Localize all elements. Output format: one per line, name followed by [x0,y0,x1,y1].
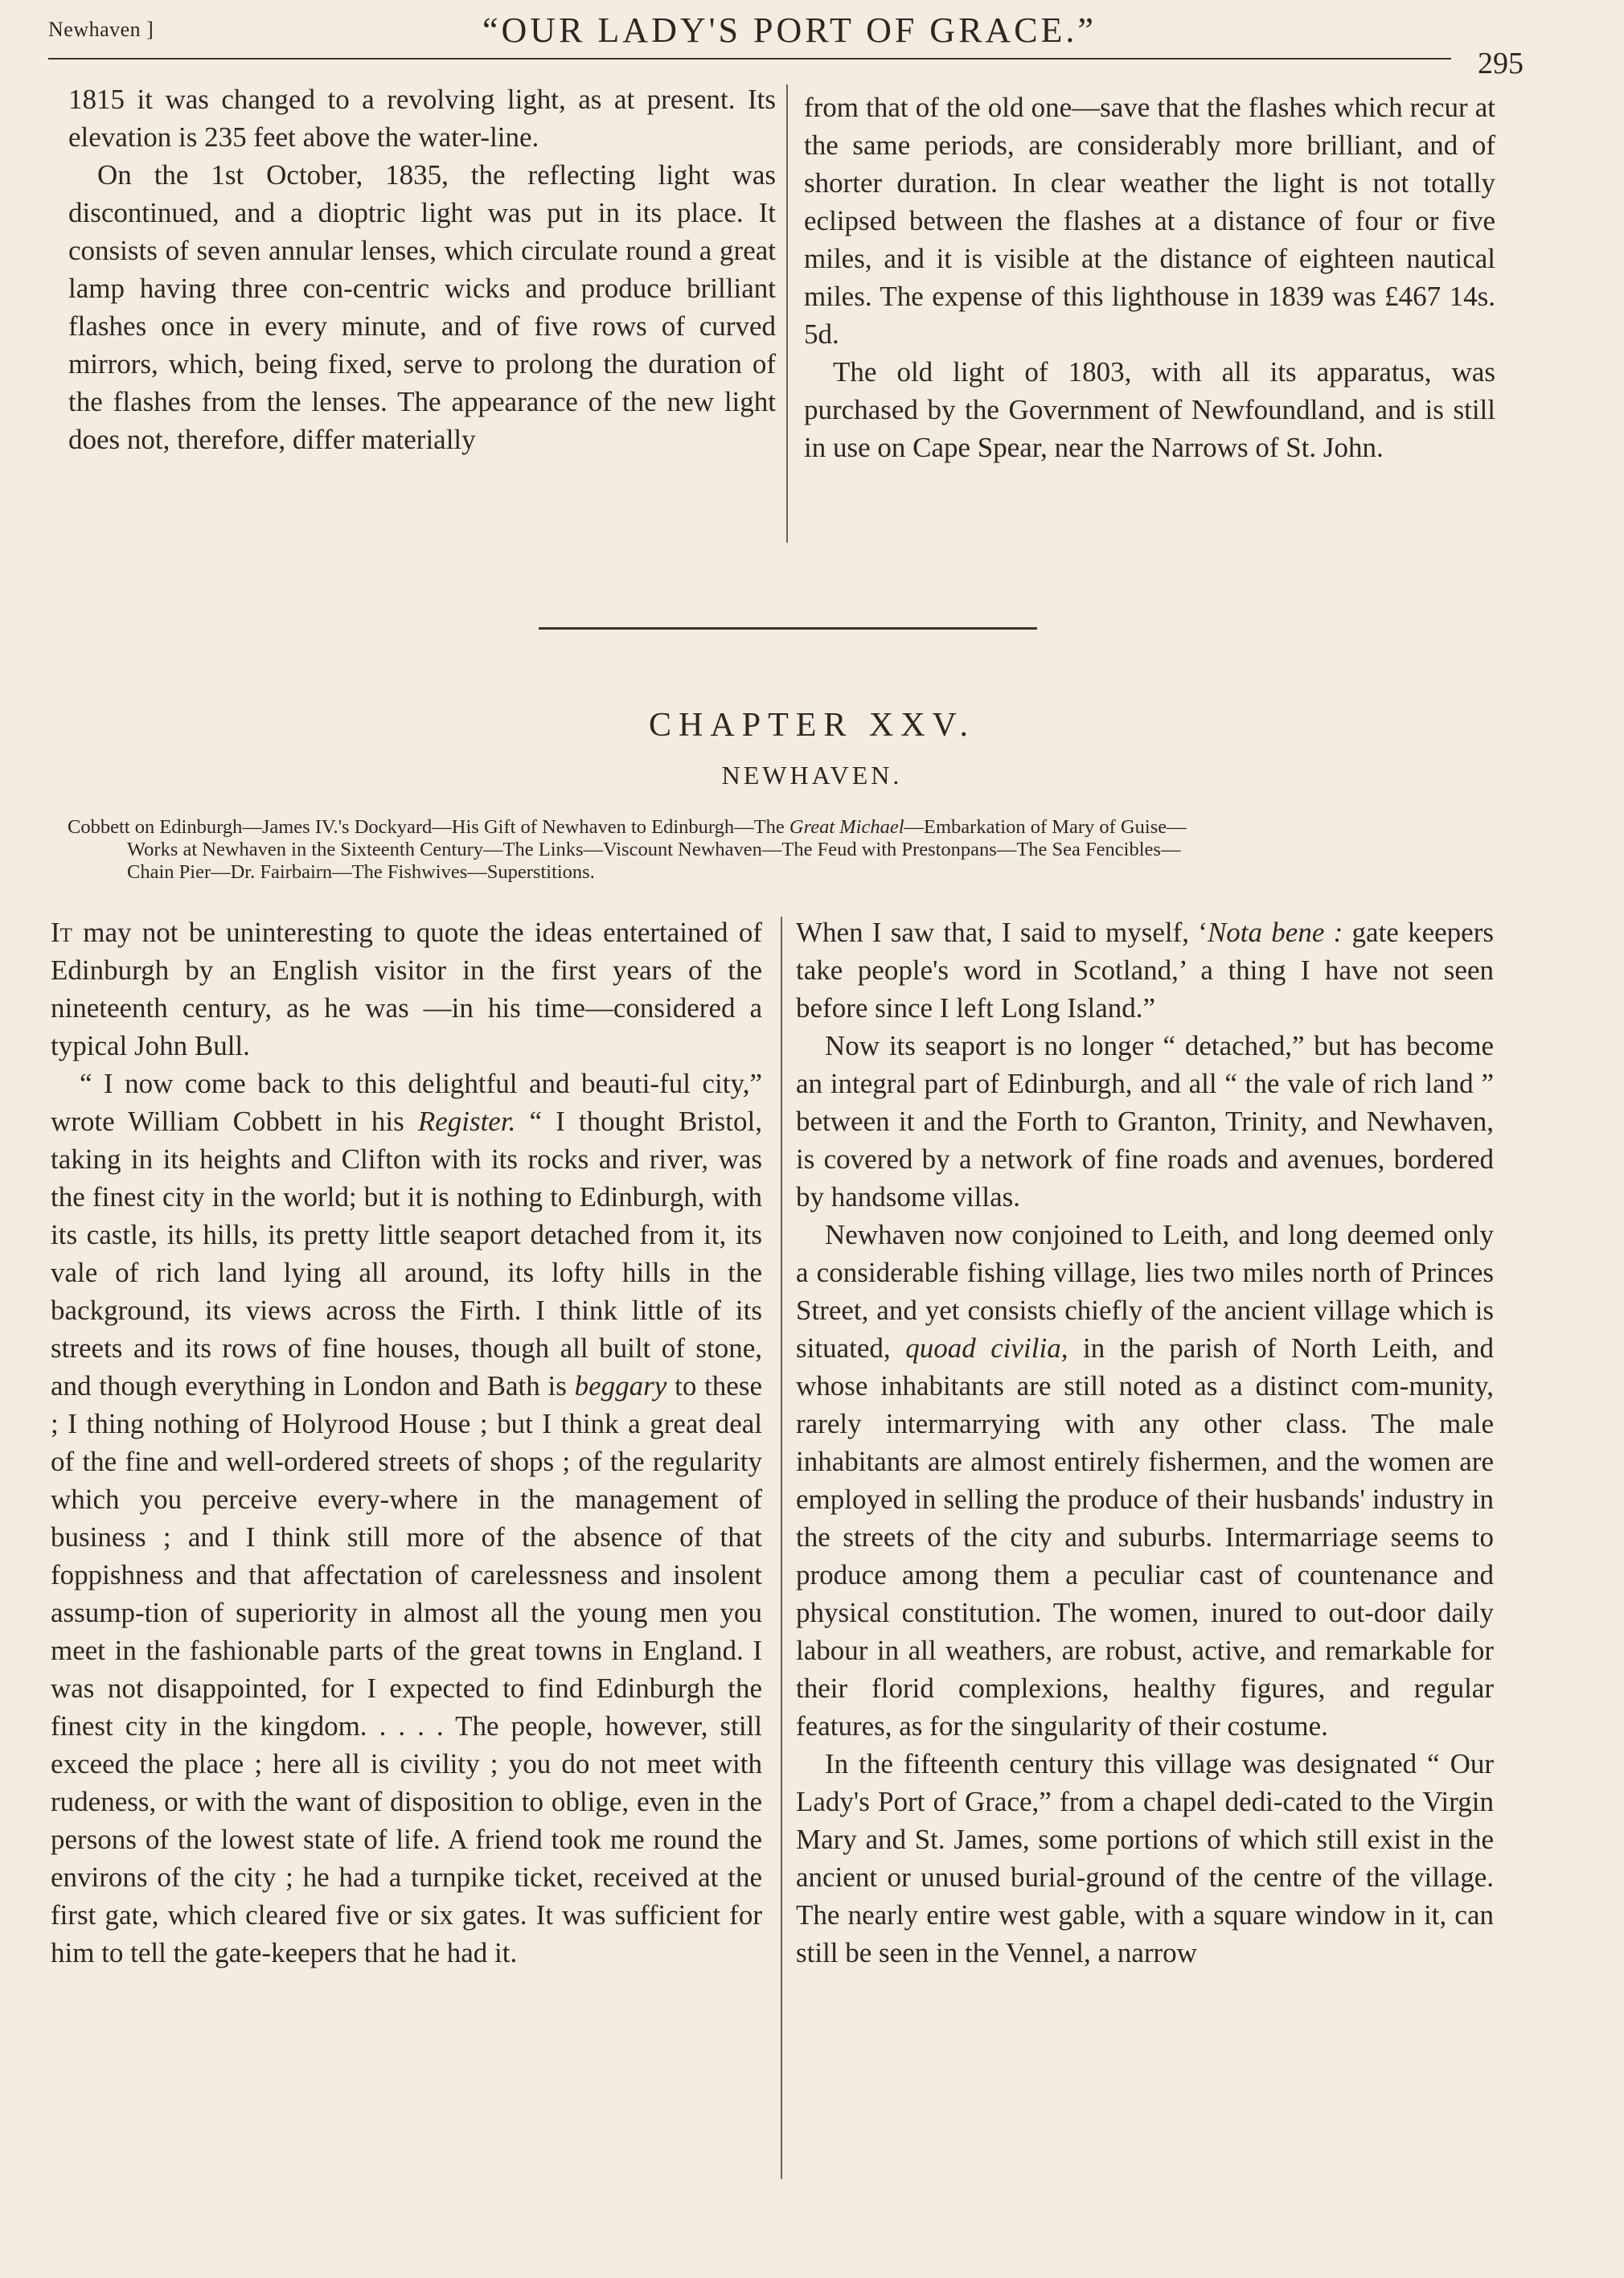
paragraph: The old light of 1803, with all its apparatus, was purchased by the Government of Newfoundland, and is still in use on Cape Spear, near the Narrows of St. John. [804,356,1495,463]
paragraph: In the fifteenth century this village was designated “ Our Lady's Port of Grace,” from a chapel dedi-cated to the Virgin Mary and St. James, some portions of which still exist in the ancient or unused burial-ground of the centre of the village. The nearly entire west gable, with a square window in it, can still be seen in the Vennel, a narrow [796,1748,1494,1968]
header-rule [48,58,1451,60]
paragraph-text: gate keepers take people's word in Scotland,’ a thing I have not seen before since I left Long Island.” [796,917,1494,1024]
paragraph [796,913,1494,1027]
ship-name: Great Michael [789,816,904,838]
emphasis: quoad civilia, [905,1332,1068,1364]
running-head-section: Newhaven ] [48,18,154,41]
paragraph-text: in the parish of North Leith, and whose inhabitants are still noted as a distinct com-munity, rarely intermarrying with any other class. The male inhabitants are almost entirely fishermen, and the women are employed in selling the produce of their husbands' industry in the streets of the city and suburbs. Intermarriage seems to produce among them a peculiar cast of countenance and physical constitution. The women, inured to out-door daily labour in all weathers, are robust, active, and remarkable for their florid complexions, healthy figures, and regular features, as for the singularity of their costume. [796,1332,1494,1742]
running-head-title: “OUR LADY'S PORT OF GRACE.” [482,10,1097,50]
paragraph-text: Newhaven now conjoined to Leith, and long deemed only a considerable fishing village, lies two miles north of Princes Street, and yet consists chiefly of the ancient village which is situated, [796,1219,1494,1364]
chapter-synopsis [68,816,1507,884]
column-divider [786,84,788,543]
synopsis-line [68,816,1507,839]
synopsis-text: —Embarkation of Mary of Guise— [904,816,1187,838]
synopsis-text: Cobbett on Edinburgh—James IV.'s Dockyard—His Gift of Newhaven to Edinburgh—The [68,816,789,838]
synopsis-line: Works at Newhaven in the Sixteenth Century—The Links—Viscount Newhaven—The Feud with Prestonpans—The Sea Fencibles— [127,839,1181,860]
emphasis: Nota bene : [1207,917,1343,948]
emphasis: beggary [574,1370,667,1402]
paragraph-text: to these ; I thing nothing of Holyrood House ; but I think a great deal of the fine and well-ordered streets of shops ; of the regularity which you perceive every-where in the management of business ; and I think still more of the absence of that foppishness and that affectation of carelessness and insolent assump-tion of superiority in almost all the young men you meet in the fashionable parts of the great towns in England. I was not disappointed, for I expected to find Edinburgh the finest city in the kingdom. . . . . The people, however, still exceed the place ; here all is civility ; you do not meet with rudeness, or with the want of disposition to oblige, even in the persons of the lowest state of life. A friend took me round the environs of the city ; he had a turnpike ticket, received at the first gate, which cleared five or six gates. It was sufficient for him to tell the gate-keepers that he had it. [51,1370,762,1968]
section-rule [539,627,1037,630]
running-head [48,10,1524,80]
paragraph-text: “ I thought Bristol, taking in its heights and Clifton with its rocks and river, was the finest city in the world; but it is nothing to Edinburgh, with its castle, its hills, its pretty little seaport detached from it, its vale of rich land lying all around, its lofty hills in the background, its views across the Firth. I think little of its streets and its rows of fine houses, though all built of stone, and though everything in London and Bath is [51,1106,762,1402]
chapter-subtitle: NEWHAVEN. [721,761,903,790]
opening-word: It [51,917,72,948]
paragraph-text: may not be uninteresting to quote the ideas entertained of Edinburgh by an English visitor in the first years of the nineteenth century, as he was —in his time—considered a typical John Bull. [51,917,762,1061]
paragraph-text: When I saw that, I said to myself, ‘ [796,917,1208,948]
page-number: 295 [1478,47,1524,80]
paragraph: 1815 it was changed to a revolving light, as at present. Its elevation is 235 feet above the water-line. [68,84,776,153]
paragraph [796,1216,1494,1745]
paragraph: from that of the old one—save that the flashes which recur at the same periods, are considerably more brilliant, and of shorter duration. In clear weather the light is not totally eclipsed between the flashes at a distance of four or five miles, and it is visible at the distance of eighteen nautical miles. The expense of this lighthouse in 1839 was £467 14s. 5d. [804,92,1495,350]
top-left-column [68,80,776,458]
bottom-right-column [796,913,1494,1972]
paragraph: Now its seaport is no longer “ detached,” but has become an integral part of Edinburgh, and all “ the vale of rich land ” between it and the Forth to Granton, Trinity, and Newhaven, is covered by a network of fine roads and avenues, bordered by handsome villas. [796,1030,1494,1213]
chapter-title: CHAPTER XXV. [649,707,975,744]
paragraph [51,913,762,1065]
column-divider [781,917,782,2179]
register-title: Register. [417,1106,516,1137]
paragraph-text: “ I now come back to this delightful and beauti-ful city,” wrote William Cobbett in his [51,1068,762,1137]
paragraph: On the 1st October, 1835, the reflecting light was discontinued, and a dioptric light was put in its place. It consists of seven annular lenses, which circulate round a great lamp having three con-centric wicks and produce brilliant flashes once in every minute, and of five rows of curved mirrors, which, being fixed, serve to prolong the duration of the flashes from the lenses. The appearance of the new light does not, therefore, differ materially [68,159,776,455]
top-right-column [804,88,1495,466]
bottom-left-column [51,913,762,1972]
paragraph [51,1065,762,1972]
synopsis-line: Chain Pier—Dr. Fairbairn—The Fishwives—Superstitions. [127,861,595,883]
